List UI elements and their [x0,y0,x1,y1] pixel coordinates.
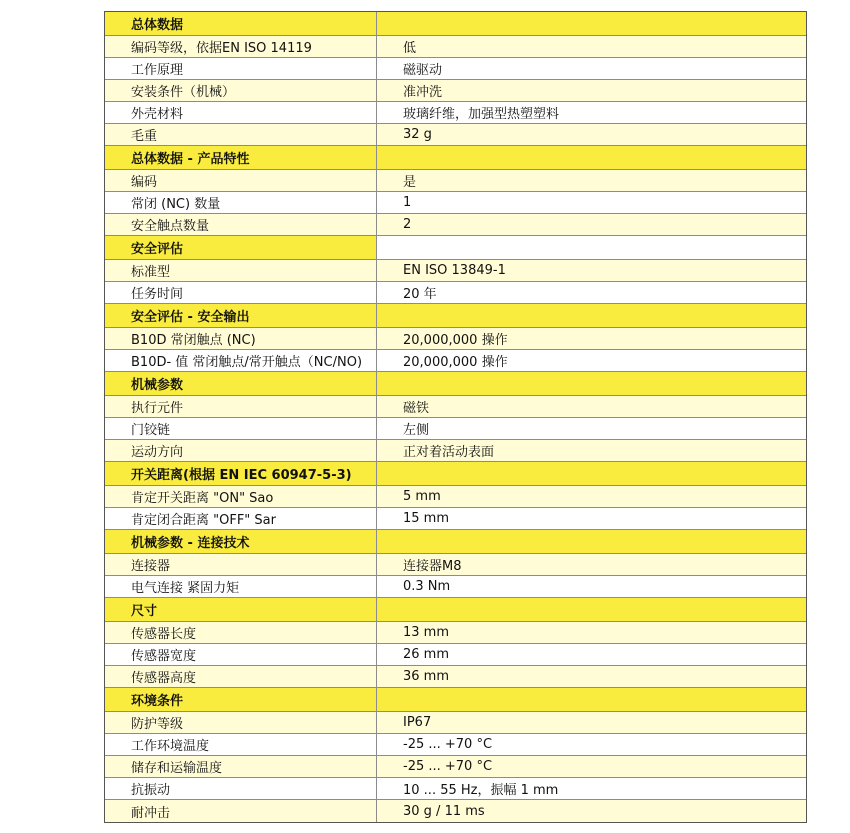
property-value: 磁铁 [403,401,430,416]
spec-table [104,11,807,823]
property-value: EN ISO 13849-1 [403,263,506,278]
property-value: 正对着活动表面 [403,445,495,460]
table-row [105,622,806,644]
section-header [105,12,806,36]
property-label: 连接器 [105,554,377,575]
property-label: 任务时间 [105,282,377,303]
property-value: 低 [403,41,417,56]
table-row [105,328,806,350]
table-row [105,282,806,304]
property-label: 储存和运输温度 [105,756,377,777]
property-label: 毛重 [105,124,377,145]
section-title: 总体数据 - 产品特性 [105,146,377,169]
section-header-fill [377,372,806,395]
table-row [105,508,806,530]
table-row [105,260,806,282]
section-header [105,304,806,328]
table-row [105,440,806,462]
property-label: 传感器长度 [105,622,377,643]
property-value: -25 ... +70 °C [403,737,493,752]
table-row [105,102,806,124]
property-value: 准冲洗 [403,85,443,100]
property-value: 26 mm [403,647,450,662]
table-row [105,418,806,440]
table-row [105,756,806,778]
section-header-fill [377,688,806,711]
property-label: 传感器宽度 [105,644,377,665]
property-value: 2 [403,217,412,232]
property-label: 防护等级 [105,712,377,733]
property-value: IP67 [403,715,432,730]
property-value: 0.3 Nm [403,579,451,594]
property-label: 常闭 (NC) 数量 [105,192,377,213]
section-header-fill [377,462,806,485]
property-label: 安全触点数量 [105,214,377,235]
section-header-fill [377,304,806,327]
section-header [105,688,806,712]
property-label: 安装条件（机械） [105,80,377,101]
property-label: 抗振动 [105,778,377,799]
property-value: 13 mm [403,625,450,640]
table-row [105,192,806,214]
property-value: 1 [403,195,412,210]
property-value: 连接器M8 [403,559,462,574]
table-row [105,712,806,734]
property-value: 20,000,000 操作 [403,355,508,370]
section-title: 安全评估 - 安全输出 [105,304,377,327]
property-label: B10D- 值 常闭触点/常开触点（NC/NO) [105,350,377,371]
table-row [105,58,806,80]
property-label: 标准型 [105,260,377,281]
property-label: 耐冲击 [105,800,377,822]
property-value: 玻璃纤维，加强型热塑塑料 [403,107,560,122]
section-header [105,372,806,396]
table-row [105,80,806,102]
property-label: 编码等级，依据EN ISO 14119 [105,36,377,57]
property-label: 编码 [105,170,377,191]
property-label: 工作环境温度 [105,734,377,755]
section-title: 安全评估 [105,236,377,259]
property-label: 外壳材料 [105,102,377,123]
property-value: -25 ... +70 °C [403,759,493,774]
table-row [105,778,806,800]
property-value: 10 ... 55 Hz，振幅 1 mm [403,783,559,798]
property-label: 传感器高度 [105,666,377,687]
property-value: 5 mm [403,489,441,504]
property-value: 32 g [403,127,432,142]
section-header [105,236,806,260]
table-row [105,170,806,192]
property-value: 30 g / 11 ms [403,803,485,819]
section-header [105,530,806,554]
section-header-fill [377,530,806,553]
property-value: 15 mm [403,511,450,526]
property-value: 20 年 [403,287,437,302]
section-header [105,598,806,622]
table-row [105,214,806,236]
section-title: 机械参数 - 连接技术 [105,530,377,553]
property-label: 工作原理 [105,58,377,79]
section-header [105,462,806,486]
property-value: 20,000,000 操作 [403,333,508,348]
table-row [105,396,806,418]
section-title: 总体数据 [105,12,377,35]
section-title: 机械参数 [105,372,377,395]
property-value: 是 [403,175,417,190]
section-header [105,146,806,170]
property-label: 执行元件 [105,396,377,417]
section-title: 环境条件 [105,688,377,711]
section-header-fill [377,236,806,259]
table-row [105,734,806,756]
table-row [105,554,806,576]
property-label: B10D 常闭触点 (NC) [105,328,377,349]
section-header-fill [377,598,806,621]
property-value: 磁驱动 [403,63,443,78]
property-value: 36 mm [403,669,450,684]
property-label: 运动方向 [105,440,377,461]
property-label: 肯定闭合距离 "OFF" Sar [105,508,377,529]
section-title: 开关距离(根据 EN IEC 60947-5-3) [105,462,377,485]
table-row [105,486,806,508]
property-label: 肯定开关距离 "ON" Sao [105,486,377,507]
property-value: 左侧 [403,423,430,438]
table-row [105,800,806,822]
table-row [105,36,806,58]
table-row [105,124,806,146]
table-row [105,576,806,598]
property-label: 电气连接 紧固力矩 [105,576,377,597]
property-label: 门铰链 [105,418,377,439]
table-row [105,350,806,372]
section-title: 尺寸 [105,598,377,621]
section-header-fill [377,12,806,35]
table-row [105,644,806,666]
section-header-fill [377,146,806,169]
table-row [105,666,806,688]
